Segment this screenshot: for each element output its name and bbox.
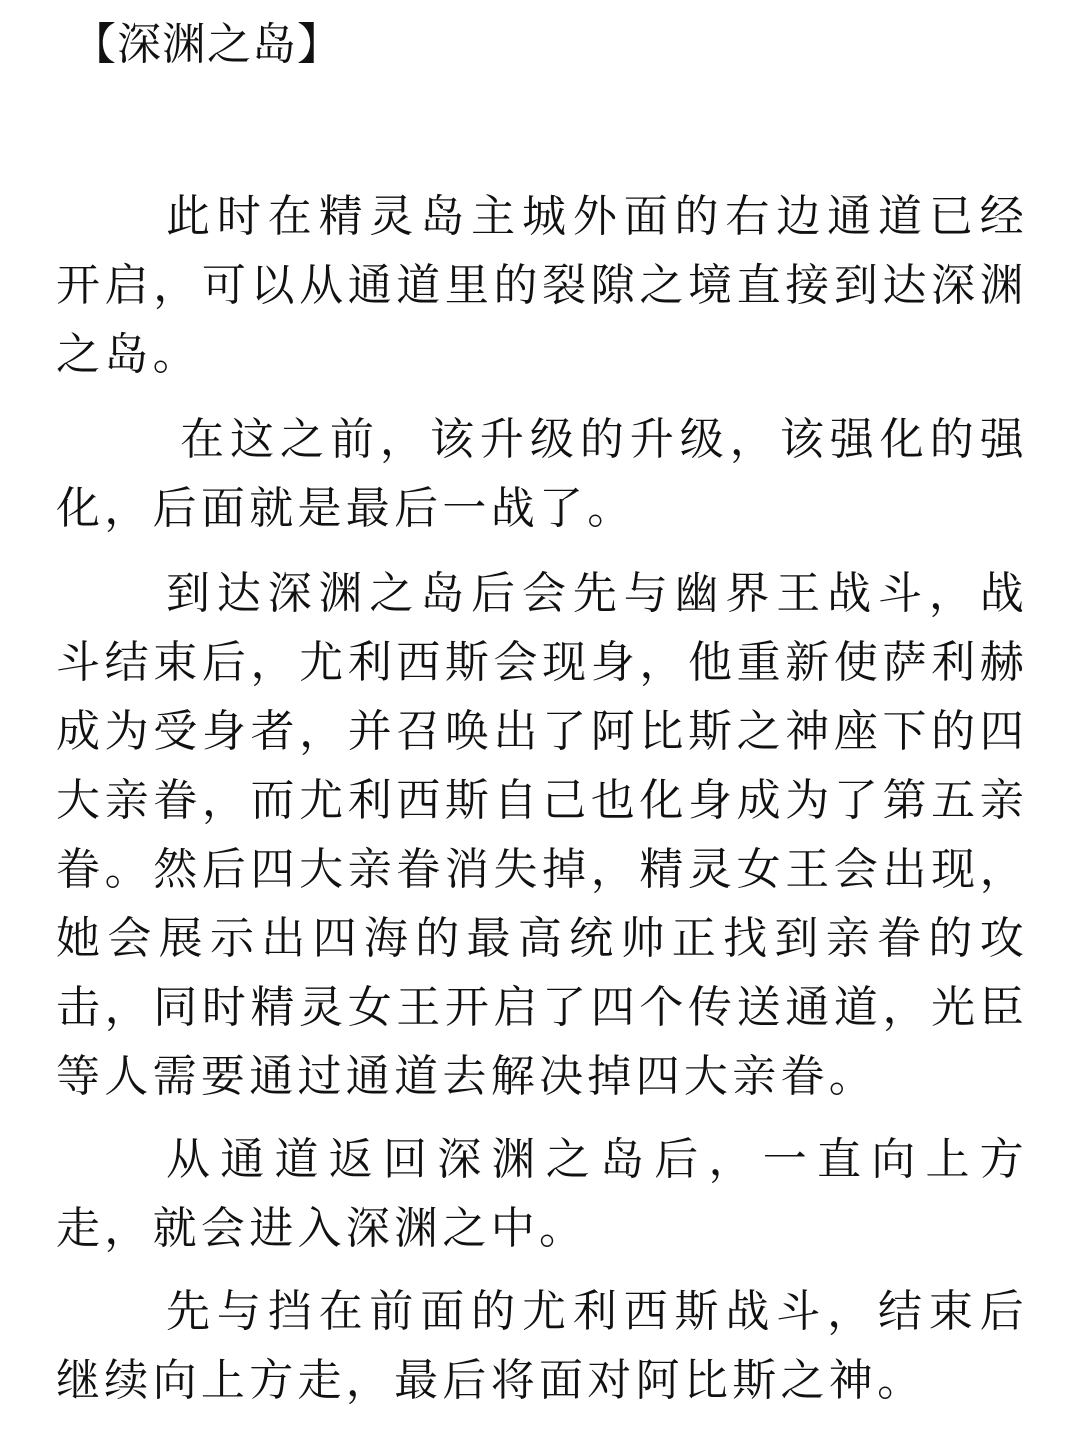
paragraph-4: 从通道返回深渊之岛后，一直向上方走，就会进入深渊之中。: [56, 1134, 1028, 1254]
paragraph-2: 在这之前，该升级的升级，该强化的强化，后面就是最后一战了。: [56, 414, 1028, 534]
document-body: [56, 182, 1028, 1415]
paragraph-5: 先与挡在前面的尤利西斯战斗，结束后继续向上方走，最后将面对阿比斯之神。: [56, 1286, 1028, 1406]
paragraph-1: 此时在精灵岛主城外面的右边通道已经开启，可以从通道里的裂隙之境直接到达深渊之岛。: [56, 191, 1028, 380]
document-title: 【深渊之岛】: [72, 19, 342, 70]
paragraph-3: 到达深渊之岛后会先与幽界王战斗，战斗结束后，尤利西斯会现身，他重新使萨利赫成为受身者，并召唤出了阿比斯之神座下的四大亲眷，而尤利西斯自己也化身成为了第五亲眷。然后四大亲眷消失掉，精灵女王会出现，她会展示出四海的最高统帅正找到亲眷的攻击，同时精灵女王开启了四个传送通道，光臣等人需要通过通道去解决掉四大亲眷。: [56, 568, 1028, 1102]
